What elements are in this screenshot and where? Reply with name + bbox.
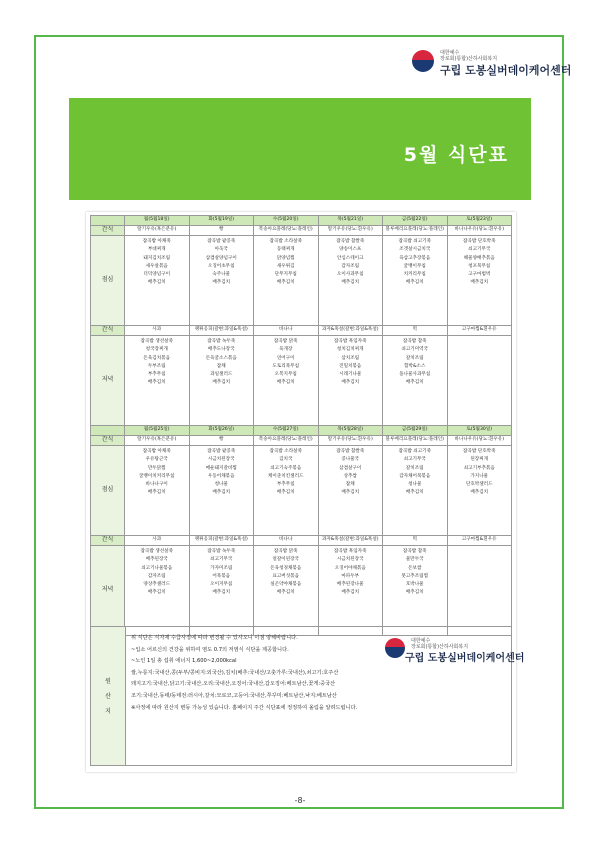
menu-item: 단무지무침 [274,272,297,278]
menu-item: 잡곡밥 흑임자죽 [333,549,367,554]
snack-cell: 팽튀옹피(갈변:과일&흑설) [189,536,254,546]
meal-label: 간식 [91,326,125,336]
snack-cell: 과자&흑설(갈변:과일&흑설) [318,326,383,336]
menu-item: 삼겹살양념구이 [205,255,237,261]
snack-cell: 고구마찜&흰우유 [447,536,512,546]
menu-item: 잡곡밥 녹두죽 [207,549,236,554]
menu-item: 부대찌개 [147,247,166,253]
snack-cell: 딸기우유(혹은분유) [125,436,190,446]
origin-label: 원 산 지 [91,627,126,765]
day-header: 금(5월29일) [383,426,448,436]
menu-item: 굴뱅이치커리무침 [138,473,175,479]
menu-item: 배추김치 [470,280,489,286]
snack-cell: 딸기우유(혹은분유) [125,226,190,236]
menu-cell [125,446,190,536]
menu-item: 우유탕근국 [145,457,168,463]
meal-label: 점심 [91,446,125,536]
menu-item: 도토리묵무침 [272,363,300,369]
morning-snack-row [91,436,512,446]
menu-item: 삼치조림 [341,355,360,361]
menu-cell [447,336,512,426]
menu-cell [189,336,254,426]
menu-item: 배추김치 [341,380,360,386]
menu-item: 잡곡밥 단호박죽 [462,239,496,244]
snack-cell: 사과 [125,326,190,336]
menu-item: 쇠고기숙주볶음 [270,465,302,471]
menu-item: 숙주나물 [212,272,231,278]
menu-item: 육개장 [279,347,293,353]
snack-cell: 블루베리요플레(당뇨:플레인) [383,226,448,236]
menu-cell [447,546,512,636]
day-header-row [91,426,512,436]
menu-cell [383,446,448,536]
menu-item: 배추된장국 [145,557,168,563]
day-header: 토(5월23일) [447,216,512,226]
menu-item: 새우튀김 [276,263,295,269]
menu-item: 새우살볶음 [145,263,168,269]
day-header: 월(5월18일) [125,216,190,226]
menu-item: 마파두부 [341,573,360,579]
menu-item: 아욱국 [214,247,228,253]
menu-cell [125,546,190,636]
day-header: 화(5월26일) [189,426,254,436]
page-number: -8- [294,796,306,805]
menu-item: 청국장찌개 [145,347,168,353]
menu-item: 두부조림 [147,363,166,369]
menu-item: 잡곡밥 찹죽 [402,339,427,344]
menu-item: 쇠고기무국 [210,557,233,563]
day-header: 금(5월22일) [383,216,448,226]
menu-item: 쇠고기나물볶음 [141,565,173,571]
menu-item: 배추김치 [341,490,360,496]
logo-name: 구립 도봉실버데이케어센터 [405,653,525,664]
menu-item: 배추도나장국 [207,347,235,353]
menu-item: 부추무침 [147,372,166,378]
menu-item: 단호박샐러드 [465,482,493,488]
snack-cell: 복숭아요플레(당뇨:플레인) [254,226,319,236]
menu-item: 잡곡밥 소라살죽 [269,239,303,244]
corner-cell [91,426,125,436]
menu-item: 가지나물 [470,473,489,479]
menu-item: 우동어채볶음 [207,473,235,479]
note-line: ~노인 1일 총 섭취 에너지 1,600~2,000kcal [131,658,237,665]
meal-label: 저녁 [91,546,125,636]
menu-item: 배추김치 [341,590,360,596]
menu-item: 돈육청경채볶음 [270,565,302,571]
menu-item: 돼지김치조림 [143,255,171,261]
dinner-row [91,546,512,636]
day-header: 목(5월21일) [318,216,383,226]
menu-item: 시금치된장국 [207,457,235,463]
menu-table [90,215,512,636]
menu-item: 잡채 [216,363,226,369]
menu-item: 배추김치 [147,280,166,286]
menu-cell [254,336,319,426]
menu-item: 배추김치 [405,590,424,596]
logo-name: 구립 도봉실버데이케어센터 [440,64,572,77]
snack-cell: 떡 [383,326,448,336]
menu-item: 시금치된장국 [336,557,364,563]
logo-emblem-icon [412,50,434,72]
menu-item: 잡곡밥 소라살죽 [269,449,303,454]
day-header: 화(5월19일) [189,216,254,226]
menu-item: 부추무침 [276,482,295,488]
menu-item: 가자미조림 [210,565,233,571]
meal-label: 간식 [91,436,125,446]
menu-item: 청치김치찌개 [336,347,364,353]
title-banner [69,98,531,200]
menu-item: 잡곡밥 녹두죽 [207,339,236,344]
meal-label: 점심 [91,236,125,326]
menu-item: 배추김치 [276,590,295,596]
menu-item: 배추김치 [405,380,424,386]
menu-item: 배추김치 [212,490,231,496]
day-header: 수(5월20일) [254,216,319,226]
menu-item: 양상추샐러드 [143,582,171,588]
note-line: ※사정에 따라 원산지 변동 가능성 있습니다. 홈페이지 주간 식단표에 정정하여 올림을 알려드립니다. [131,704,358,711]
menu-item: 고구마범벅 [468,272,491,278]
menu-cell [254,546,319,636]
menu-item: 쇠고기부추볶음 [463,465,495,471]
menu-item: 시래기나물 [339,372,362,378]
menu-item: 배추김치 [276,280,295,286]
menu-cell [189,546,254,636]
menu-item: 잡곡밥 닭죽 [273,339,298,344]
menu-item: 배추김치 [147,380,166,386]
center-logo-top [412,48,572,78]
menu-cell [318,446,383,536]
morning-snack-row [91,226,512,236]
menu-item: 양송이스프 [339,247,362,253]
menu-item: 청나물 [408,482,422,488]
menu-item: 배추김치 [147,590,166,596]
snack-cell: 바나나우유(당뇨:흰우유) [447,226,512,236]
menu-item: 쇠고기미역국 [401,347,429,353]
menu-item: 쇠고기무국 [403,457,426,463]
menu-item: 잡곡밥 아채죽 [142,239,171,244]
menu-item: 오이지무침 [210,582,233,588]
menu-item: 연어구이 [276,355,295,361]
menu-item: 잡곡밥 생선살죽 [140,549,174,554]
menu-cell [318,236,383,326]
menu-cell [447,236,512,326]
menu-item: 함박&소스 [404,363,426,369]
day-header: 목(5월28일) [318,426,383,436]
menu-item: 호박나물 [405,582,424,588]
meal-label: 간식 [91,536,125,546]
lunch-row [91,236,512,326]
menu-item: 청나물 [214,482,228,488]
snack-cell: 고구마찜&흰우유 [447,326,512,336]
snack-cell: 복숭아요플레(당뇨:플레인) [254,436,319,446]
menu-item: 해물양배추볶음 [463,255,495,261]
day-header: 월(5월25일) [125,426,190,436]
day-header: 토(5월30일) [447,426,512,436]
menu-item: 잡곡밥 아채죽 [142,449,171,454]
menu-cell [254,446,319,536]
menu-item: 잡곡밥 쇠고기죽 [398,239,432,244]
lunch-row [91,446,512,536]
menu-item: 조갯살시금치국 [399,247,431,253]
snack-cell: 딸기우유(당뇨:흰우유) [318,226,383,236]
menu-item: 잡곡밥 찹쌀죽 [336,449,365,454]
menu-item: 오징어초무침 [207,263,235,269]
menu-item: 배추김치 [470,490,489,496]
day-header: 수(5월27일) [254,426,319,436]
menu-item: 김치국 [279,457,293,463]
menu-item: 배추김치 [405,490,424,496]
menu-item: 물만두국 [405,557,424,563]
menu-item: 감자채어묵볶음 [399,473,431,479]
menu-item: 배추김치 [276,380,295,386]
menu-item: 배추김치 [147,490,166,496]
page-title: 5월 식단표 [403,144,509,166]
snack-cell: 블루베리요플레(당뇨:플레인) [383,436,448,446]
menu-item: 배추김치 [405,280,424,286]
menu-item: 매운돼지갈비찜 [205,465,237,471]
note-line: ~입소 어르신의 건강을 위하여 염도 0.7의 저염식 식단을 제공합니다. [131,646,289,653]
snack-cell: 과자&흑설(갈변:과일&흑설) [318,536,383,546]
menu-item: 잡곡밥 팥콩죽 [207,239,236,244]
menu-item: 청포묵무침 [468,263,491,269]
note-line: 돼지고기:국내산,닭고기:국내산,오리:국내산,오징어:국내산,갑오징어:베트남산,꽃게:중국산 [131,681,336,688]
menu-item: 콩나물국 [341,457,360,463]
snack-cell: 떡 [383,536,448,546]
meal-label: 저녁 [91,336,125,426]
menu-cell [125,336,190,426]
menu-cell [383,336,448,426]
menu-item: 돌나물사과무침 [399,372,431,378]
menu-cell [318,546,383,636]
menu-item: 삼겹살구이 [339,465,362,471]
menu-item: 갈치조림 [405,355,424,361]
menu-item: 배추김치 [212,590,231,596]
menu-item: 상추쌈 [343,473,357,479]
menu-cell [318,336,383,426]
menu-item: 배추김치 [212,280,231,286]
menu-item: 어묵볶음 [212,573,231,579]
menu-item: 잡곡밥 단호박죽 [462,449,496,454]
menu-item: 바나나구이 [145,482,168,488]
snack-cell: 바나나 [254,326,319,336]
snack-cell: 바나나 [254,536,319,546]
menu-item: 감자조림 [147,573,166,579]
menu-cell [189,236,254,326]
menu-item: 잡곡밥 흑임자죽 [333,339,367,344]
menu-item: 풋고추조림찜 [401,573,429,579]
menu-cell [383,546,448,636]
menu-item: 배추김치 [341,280,360,286]
menu-item: 된장찌개 [470,457,489,463]
menu-item: 오복지무침 [274,372,297,378]
note-line: 위 식단은 식자재 수급사정에 따라 변경될 수 있사오니 이점 양해바랍니다. [131,635,298,641]
menu-item: 쇠고기무국 [468,247,491,253]
menu-item: 갈치조림 [405,465,424,471]
snack-cell: 딸기우유(당뇨:흰우유) [318,436,383,446]
menu-item: 배추김치 [212,380,231,386]
snack-cell: 빵 [189,436,254,446]
afternoon-snack-row [91,326,512,336]
menu-item: 잡곡밥 생선살죽 [140,339,174,344]
menu-item: 잡곡밥 닭죽 [273,549,298,554]
menu-item: 배추김치 [276,490,295,496]
menu-item: 돈육굴소스볶음 [205,355,237,361]
menu-item: 배추된장나물 [336,582,364,588]
menu-item: 닭양념찜 [276,255,295,261]
day-header-row [91,216,512,226]
menu-item: 잡곡밥 찹죽 [402,549,427,554]
menu-item: 잡곡밥 팥콩죽 [207,449,236,454]
center-logo-notes [385,636,525,666]
note-line: 조기:국내산,동태/동태전:러시아,갈치:모로코,고등어:국내산,쭈꾸미:베트남산,낙지:베트남산 [131,692,337,699]
menu-cell [383,236,448,326]
menu-item: 치커리무침 [403,272,426,278]
menu-item: 케이준치킨샐러드 [267,473,304,479]
dinner-row [91,336,512,426]
snack-cell: 바나나우유(당뇨:흰우유) [447,436,512,446]
menu-item: 얼갈이된장국 [272,557,300,563]
menu-cell [125,236,190,326]
logo-subtitle: 대한예수 장로회(통합)산하사회복지 [440,50,498,62]
menu-item: 잡곡밥 쇠고기죽 [398,449,432,454]
menu-item: 감자조림 [341,263,360,269]
menu-item: 돈보쌈 [408,565,422,571]
menu-item: 육삼고추장볶음 [399,255,431,261]
corner-cell [91,216,125,226]
menu-item: 진밀치볶음 [339,363,362,369]
logo-emblem-icon [385,638,405,658]
menu-item: 오이사과무침 [336,272,364,278]
snack-cell: 팽튀옹피(갈변:과일&흑설) [189,326,254,336]
logo-subtitle: 대한예수 장로회(통합)산하사회복지 [411,638,469,650]
menu-cell [447,446,512,536]
menu-item: 표고버섯볶음 [272,573,300,579]
menu-item: 더덕양념구이 [143,272,171,278]
menu-item: 안심스테이크 [336,255,364,261]
menu-item: 만두닭찜 [147,465,166,471]
note-line: 쌀,누룽지:국내산,콩(두부/콩비지:외국산),김치(배추:국내산/고춧가루:국내산),쇠고기:호주산 [131,669,339,676]
menu-cell [189,446,254,536]
meal-label: 간식 [91,226,125,236]
snack-cell: 빵 [189,226,254,236]
afternoon-snack-row [91,536,512,546]
menu-item: 오징어야채볶음 [334,565,366,571]
snack-cell: 사과 [125,536,190,546]
menu-item: 잡곡밥 찹쌀죽 [336,239,365,244]
menu-item: 돈육김치볶음 [143,355,171,361]
menu-cell [254,236,319,326]
menu-item: 잡채 [345,482,355,488]
menu-item: 실곤약야채볶음 [270,582,302,588]
menu-item: 동태찌개 [276,247,295,253]
menu-item: 굴뱅이무침 [403,263,426,269]
menu-item: 과일샐러드 [210,372,233,378]
